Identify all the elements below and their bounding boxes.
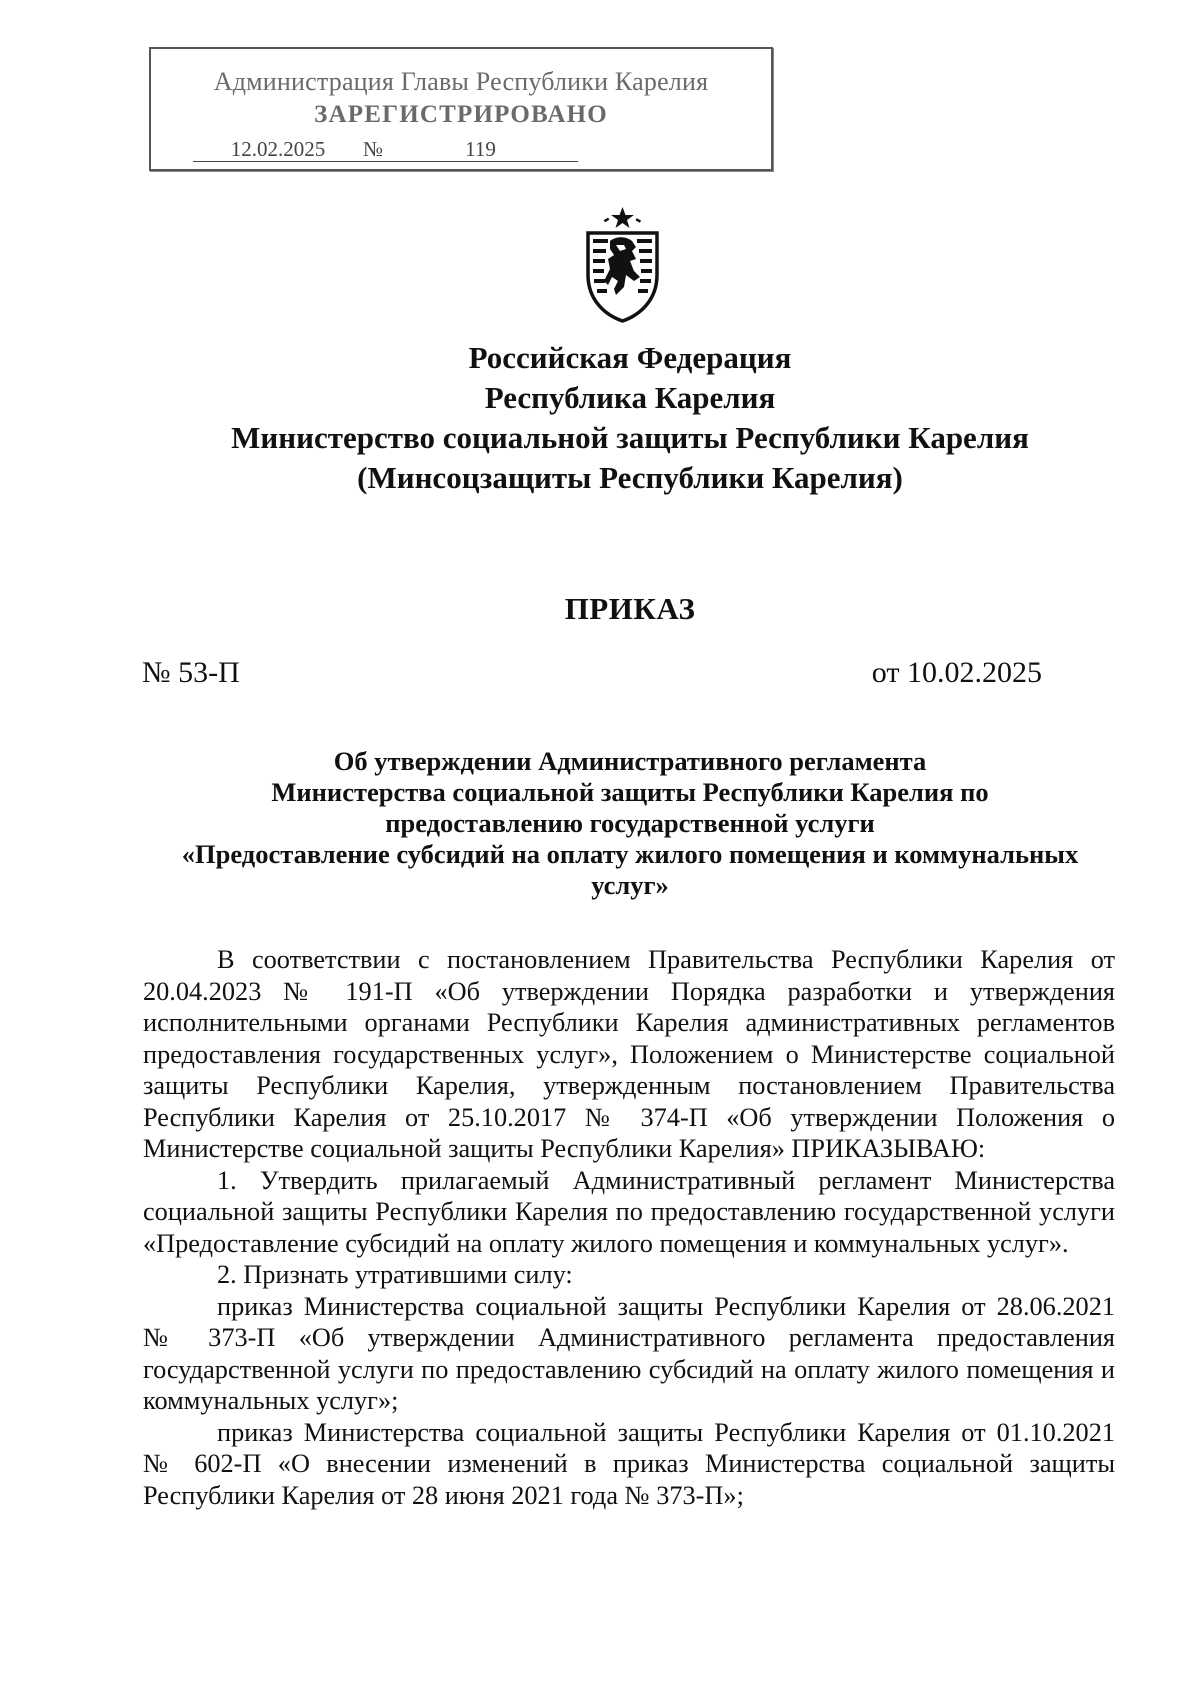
header-line: Российская Федерация	[468, 340, 792, 375]
issuer-header	[140, 338, 1120, 498]
stamp-organization: Администрация Главы Республики Карелия	[213, 67, 709, 96]
title-line: Об утверждении Административного регламента	[333, 746, 927, 776]
registration-stamp	[149, 47, 773, 171]
stamp-registration-line	[193, 137, 578, 162]
body-paragraph: приказ Министерства социальной защиты Республики Карелия от 01.10.2021 № 602-П «О внесении изменений в приказ Министерства социальной защиты Республики Карелия от 28 июня 2021 года № 373-П»;	[143, 1417, 1115, 1510]
title-line: Министерства социальной защиты Республики Карелия по	[271, 777, 989, 807]
order-number: № 53-П	[142, 656, 240, 689]
body-paragraph: 2. Признать утратившими силу:	[217, 1260, 573, 1289]
title-line: предоставлению государственной услуги	[385, 808, 875, 838]
document-body	[143, 944, 1115, 1511]
title-line: «Предоставление субсидий на оплату жилого помещения и коммунальных	[181, 839, 1079, 869]
header-line: (Минсоцзащиты Республики Карелия)	[357, 460, 903, 495]
stamp-number-label: №	[363, 137, 384, 161]
body-paragraph: В соответствии с постановлением Правительства Республики Карелия от 20.04.2023 № 191-П «Об утверждении Порядка разработки и утверждения исполнительными органами Республики Карелия административных регламентов предоставления государственных услуг», Положением о Министерстве социальной защиты Республики Карелия, утвержденным постановлением Правительства Республики Карелия от 25.10.2017 № 374-П «Об утверждении Положения о Министерстве социальной защиты Республики Карелия» ПРИКАЗЫВАЮ:	[143, 945, 1115, 1163]
title-line: услуг»	[591, 870, 669, 900]
stamp-date: 12.02.2025	[193, 137, 363, 162]
header-line: Республика Карелия	[484, 380, 776, 415]
order-date: от 10.02.2025	[871, 656, 1042, 689]
coat-of-arms-icon	[580, 205, 665, 325]
stamp-status: ЗАРЕГИСТРИРОВАНО	[314, 101, 608, 128]
body-paragraph: 1. Утвердить прилагаемый Административный регламент Министерства социальной защиты Республики Карелия по предоставлению государственной услуги «Предоставление субсидий на оплату жилого помещения и коммунальных услуг».	[143, 1165, 1115, 1258]
header-line: Министерство социальной защиты Республики Карелия	[231, 420, 1029, 455]
stamp-number: 119	[383, 137, 578, 162]
body-paragraph: приказ Министерства социальной защиты Республики Карелия от 28.06.2021 № 373-П «Об утверждении Административного регламента предоставления государственной услуги по предоставлению субсидий на оплату жилого помещения и коммунальных услуг»;	[143, 1291, 1115, 1415]
document-type: ПРИКАЗ	[564, 591, 696, 626]
document-title	[140, 746, 1120, 901]
